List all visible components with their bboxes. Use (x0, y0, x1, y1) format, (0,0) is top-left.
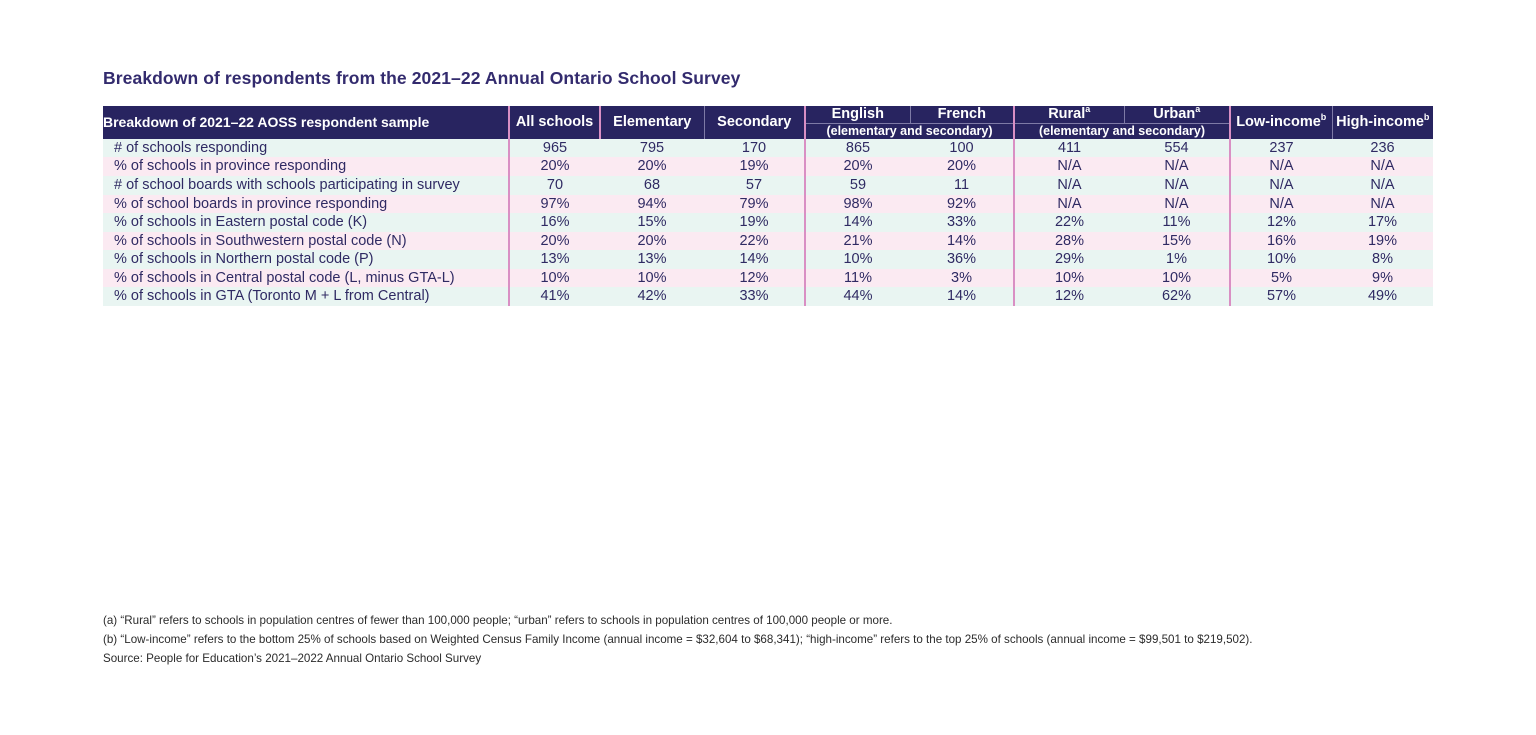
table-cell: 41% (509, 287, 600, 306)
table-cell: 14% (805, 213, 910, 232)
table-cell: 17% (1332, 213, 1433, 232)
table-cell: 19% (704, 157, 805, 176)
footnote-marker-b-high: b (1423, 112, 1430, 123)
table-cell: 11% (1124, 213, 1230, 232)
footnote-marker-b-low: b (1320, 112, 1327, 123)
footnote-a: (a) “Rural” refers to schools in population centres of fewer than 100,000 people; “urban” refers to schools in population centres of 100,000 people or more. (103, 614, 893, 627)
table-row (103, 157, 1433, 176)
table-cell: 10% (1014, 269, 1124, 288)
header-col-high-income-label: High-income (1336, 113, 1424, 130)
table-cell: 20% (805, 157, 910, 176)
table-cell: 49% (1332, 287, 1433, 306)
table-cell: 10% (509, 269, 600, 288)
header-col-all-schools (509, 106, 600, 139)
table-cell: 11 (910, 176, 1014, 195)
table-row (103, 176, 1433, 195)
table-cell: 44% (805, 287, 910, 306)
table-cell: 10% (1124, 269, 1230, 288)
table-cell: 16% (1230, 232, 1332, 251)
header-col-all-schools-label: All schools (515, 113, 594, 130)
footnotes-block (103, 612, 1443, 668)
row-label: % of school boards in province responding (103, 195, 509, 214)
header-col-elementary (600, 106, 704, 139)
table-container (103, 106, 1433, 306)
table-cell: 865 (805, 139, 910, 158)
header-sub-geography: (elementary and secondary) (1014, 124, 1230, 139)
header-col-french-label: French (937, 106, 986, 122)
table-cell: 62% (1124, 287, 1230, 306)
table-row (103, 287, 1433, 306)
header-col-english-label: English (831, 106, 884, 122)
header-row-primary (103, 106, 1433, 124)
table-cell: 965 (509, 139, 600, 158)
table-cell: 21% (805, 232, 910, 251)
header-col-secondary-label: Secondary (717, 113, 792, 130)
table-cell: N/A (1332, 157, 1433, 176)
row-label: % of schools in province responding (103, 157, 509, 176)
row-label: % of schools in Central postal code (L, minus GTA-L) (103, 269, 509, 288)
table-cell: 97% (509, 195, 600, 214)
table-cell: 13% (509, 250, 600, 269)
header-sub-language: (elementary and secondary) (805, 124, 1014, 139)
table-cell: 5% (1230, 269, 1332, 288)
row-label: % of schools in Eastern postal code (K) (103, 213, 509, 232)
table-cell: 70 (509, 176, 600, 195)
table-cell: 20% (600, 232, 704, 251)
header-col-rural (1014, 106, 1124, 124)
table-cell: 57% (1230, 287, 1332, 306)
table-cell: 10% (805, 250, 910, 269)
table-cell: 8% (1332, 250, 1433, 269)
table-cell: 94% (600, 195, 704, 214)
table-cell: 42% (600, 287, 704, 306)
table-row (103, 269, 1433, 288)
table-cell: N/A (1124, 157, 1230, 176)
table-cell: 98% (805, 195, 910, 214)
table-cell: 68 (600, 176, 704, 195)
header-col-secondary (704, 106, 805, 139)
table-cell: 170 (704, 139, 805, 158)
table-cell: 15% (600, 213, 704, 232)
row-label: % of schools in Northern postal code (P) (103, 250, 509, 269)
table-cell: 15% (1124, 232, 1230, 251)
table-cell: 57 (704, 176, 805, 195)
table-cell: 1% (1124, 250, 1230, 269)
header-col-high-income (1332, 106, 1433, 139)
table-cell: 92% (910, 195, 1014, 214)
table-cell: N/A (1014, 157, 1124, 176)
table-cell: 20% (910, 157, 1014, 176)
page-title: Breakdown of respondents from the 2021–22 Annual Ontario School Survey (103, 68, 741, 88)
footnote-b: (b) “Low-income” refers to the bottom 25% of schools based on Weighted Census Family Income (annual income = $32,604 to $68,341); “high-income” refers to the top 25% of schools (annual income = $99,501 to $219,502). (103, 632, 1253, 646)
row-label: % of schools in GTA (Toronto M + L from Central) (103, 287, 509, 306)
table-row (103, 213, 1433, 232)
table-row (103, 139, 1433, 158)
table-cell: 36% (910, 250, 1014, 269)
header-col-urban (1124, 106, 1230, 124)
header-col-french (910, 106, 1014, 124)
table-cell: 237 (1230, 139, 1332, 158)
header-col-elementary-label: Elementary (613, 113, 692, 130)
table-head (103, 106, 1433, 139)
source-line: Source: People for Education’s 2021–2022 Annual Ontario School Survey (103, 651, 482, 665)
table-cell: N/A (1014, 195, 1124, 214)
header-col-urban-label: Urban (1153, 106, 1196, 122)
table-cell: N/A (1124, 195, 1230, 214)
table-cell: 22% (1014, 213, 1124, 232)
table-cell: 13% (600, 250, 704, 269)
table-cell: 12% (704, 269, 805, 288)
footnote-marker-a-urban: a (1195, 104, 1201, 115)
table-cell: 20% (509, 232, 600, 251)
table-cell: 10% (600, 269, 704, 288)
row-label: % of schools in Southwestern postal code (N) (103, 232, 509, 251)
table-cell: 100 (910, 139, 1014, 158)
aoss-breakdown-table (103, 106, 1433, 306)
table-cell: 554 (1124, 139, 1230, 158)
table-cell: 33% (910, 213, 1014, 232)
table-cell: 411 (1014, 139, 1124, 158)
table-cell: N/A (1230, 176, 1332, 195)
table-cell: 20% (509, 157, 600, 176)
table-row (103, 232, 1433, 251)
table-cell: 3% (910, 269, 1014, 288)
table-cell: 10% (1230, 250, 1332, 269)
row-label: # of school boards with schools participating in survey (103, 176, 509, 195)
table-cell: 28% (1014, 232, 1124, 251)
table-body (103, 139, 1433, 306)
table-row (103, 195, 1433, 214)
table-row (103, 250, 1433, 269)
table-cell: 12% (1014, 287, 1124, 306)
table-cell: N/A (1332, 176, 1433, 195)
table-cell: 14% (910, 232, 1014, 251)
table-cell: 33% (704, 287, 805, 306)
table-cell: N/A (1124, 176, 1230, 195)
table-cell: N/A (1230, 195, 1332, 214)
table-cell: 795 (600, 139, 704, 158)
header-col-english (805, 106, 910, 124)
table-cell: 16% (509, 213, 600, 232)
table-cell: 20% (600, 157, 704, 176)
footnote-marker-a-rural: a (1085, 104, 1091, 115)
table-cell: 9% (1332, 269, 1433, 288)
table-cell: 29% (1014, 250, 1124, 269)
table-cell: 19% (1332, 232, 1433, 251)
table-cell: 11% (805, 269, 910, 288)
table-cell: 19% (704, 213, 805, 232)
table-cell: 22% (704, 232, 805, 251)
row-label: # of schools responding (103, 139, 509, 158)
table-cell: 236 (1332, 139, 1433, 158)
table-cell: 12% (1230, 213, 1332, 232)
header-row-label: Breakdown of 2021–22 AOSS respondent sample (103, 106, 509, 139)
table-cell: 14% (704, 250, 805, 269)
header-col-low-income (1230, 106, 1332, 139)
table-cell: N/A (1014, 176, 1124, 195)
table-cell: 14% (910, 287, 1014, 306)
header-col-rural-label: Rural (1048, 106, 1086, 122)
header-col-low-income-label: Low-income (1236, 113, 1321, 130)
table-cell: 59 (805, 176, 910, 195)
table-cell: N/A (1332, 195, 1433, 214)
table-cell: N/A (1230, 157, 1332, 176)
table-cell: 79% (704, 195, 805, 214)
